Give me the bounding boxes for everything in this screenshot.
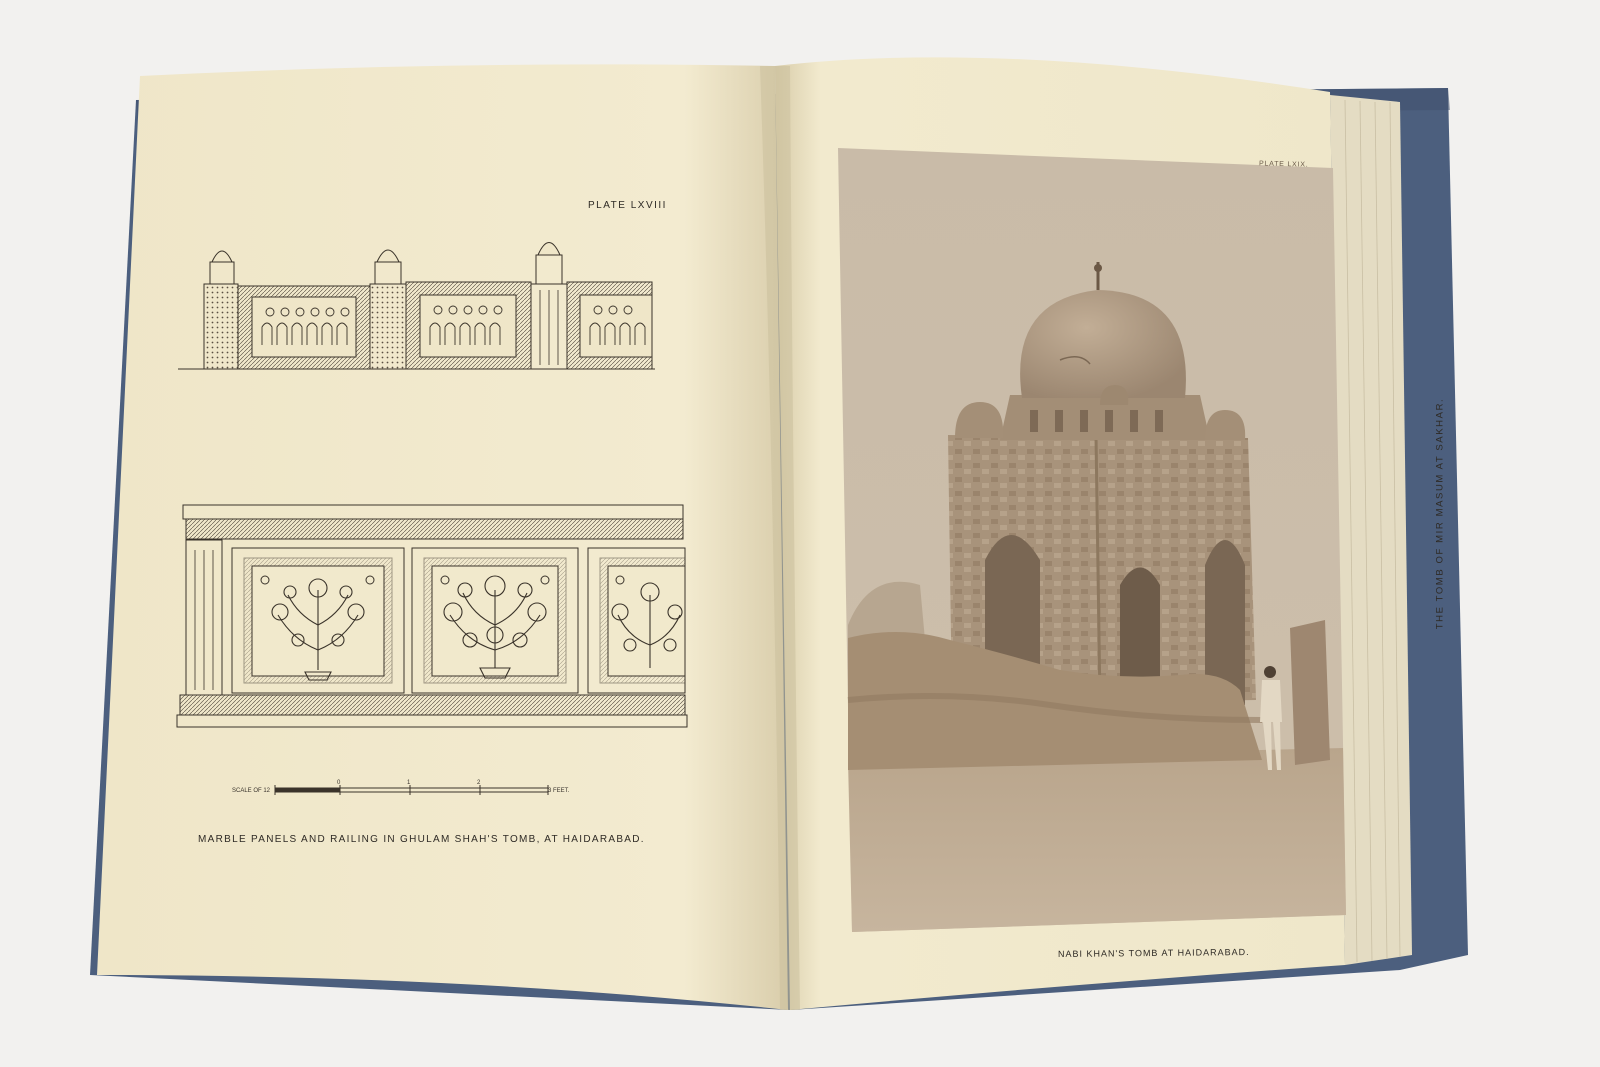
right-caption: NABI KHAN'S TOMB AT HAIDARABAD. [1057,946,1250,960]
scale-label: SCALE OF 12 [232,788,271,794]
running-title: THE TOMB OF MIR MASUM AT SAKHAR. [1434,397,1446,630]
tomb-photograph [838,148,1346,932]
right-plate-label: PLATE LXIX. [1258,160,1309,169]
scale-tick-3: 3 FEET. [548,788,570,794]
scale-tick-1: 1 [407,780,411,786]
scale-tick-2: 2 [477,780,481,786]
left-caption: MARBLE PANELS AND RAILING IN GHULAM SHAH'S TOMB, AT HAIDARABAD. [198,834,645,845]
scale-tick-0: 0 [337,780,341,786]
left-plate-label: PLATE LXVIII [588,200,667,211]
